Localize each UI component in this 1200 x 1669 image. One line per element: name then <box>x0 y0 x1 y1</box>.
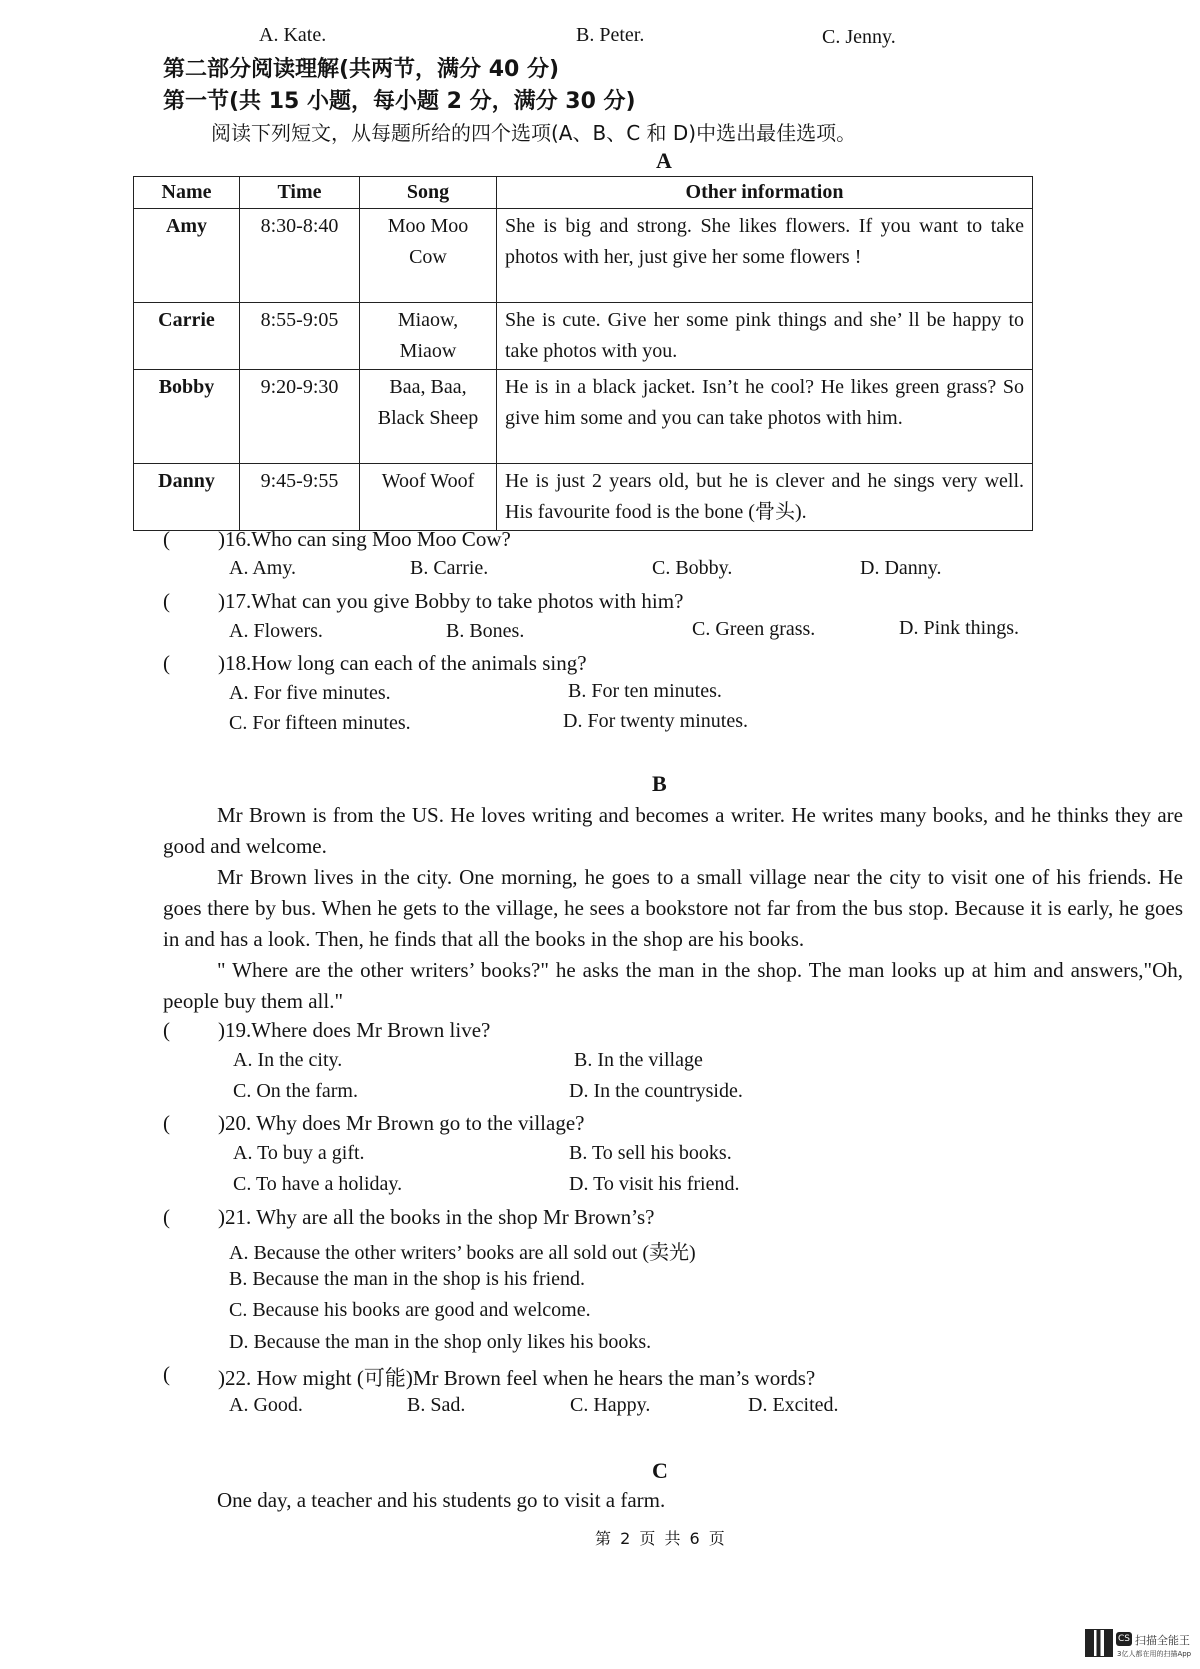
q22-option-b: B. Sad. <box>407 1394 466 1416</box>
q19-option-a: A. In the city. <box>233 1049 343 1071</box>
q18-option-a: A. For five minutes. <box>229 682 391 704</box>
q22-option-c: C. Happy. <box>570 1394 651 1416</box>
section-title: 第一节(共 15 小题，每小题 2 分，满分 30 分) <box>163 89 636 114</box>
q20-option-c: C. To have a holiday. <box>233 1173 403 1195</box>
q17-option-c: C. Green grass. <box>692 618 816 640</box>
q22-option-d: D. Excited. <box>748 1394 839 1416</box>
row-song: Woof Woof <box>360 464 497 531</box>
row-time: 8:30-8:40 <box>240 209 360 303</box>
row-song: Baa, Baa, Black Sheep <box>360 370 497 464</box>
q17-option-a: A. Flowers. <box>229 620 323 642</box>
passage-a-table <box>133 176 1033 531</box>
question-16-stem: )16.Who can sing Moo Moo Cow? <box>218 527 511 551</box>
row-time: 9:20-9:30 <box>240 370 360 464</box>
instruction: 阅读下列短文，从每题所给的四个选项(A、B、C 和 D)中选出最佳选项。 <box>211 121 857 145</box>
header-time: Time <box>240 177 360 209</box>
header-name: Name <box>134 177 240 209</box>
answer-paren: ( <box>163 651 170 675</box>
question-18-stem: )18.How long can each of the animals sing? <box>218 651 587 675</box>
q21-option-d: D. Because the man in the shop only likes his books. <box>229 1331 652 1353</box>
passage-c-letter: C <box>652 1458 668 1483</box>
passage-b-letter: B <box>652 771 667 796</box>
row-info: She is cute. Give her some pink things and she’ ll be happy to take photos with you. <box>497 303 1033 370</box>
prev-option-a: A. Kate. <box>259 24 327 46</box>
q20-option-b: B. To sell his books. <box>569 1142 732 1164</box>
row-info: He is in a black jacket. Isn’t he cool? He likes green grass? So give him some and you can take photos with him. <box>497 370 1033 464</box>
row-song: Miaow, Miaow <box>360 303 497 370</box>
answer-paren: ( <box>163 1111 170 1135</box>
question-21-stem: )21. Why are all the books in the shop Mr Brown’s? <box>218 1205 655 1229</box>
page-footer: 第 2 页 共 6 页 <box>595 1529 727 1548</box>
header-song: Song <box>360 177 497 209</box>
answer-paren: ( <box>163 1205 170 1229</box>
table-row <box>134 370 1033 464</box>
passage-b-paragraph-1 <box>163 800 1183 862</box>
q21-option-b: B. Because the man in the shop is his friend. <box>229 1268 586 1290</box>
row-time: 8:55-9:05 <box>240 303 360 370</box>
prev-option-b: B. Peter. <box>576 24 645 46</box>
q20-option-d: D. To visit his friend. <box>569 1173 740 1195</box>
q17-option-b: B. Bones. <box>446 620 525 642</box>
qr-code-icon <box>1085 1629 1113 1657</box>
q18-option-b: B. For ten minutes. <box>568 680 722 702</box>
row-info: She is big and strong. She likes flowers. If you want to take photos with her, just give her some flowers ! <box>497 209 1033 303</box>
q16-option-d: D. Danny. <box>860 557 942 579</box>
row-time: 9:45-9:55 <box>240 464 360 531</box>
passage-b-paragraph-2 <box>163 862 1183 955</box>
answer-paren: ( <box>163 527 170 551</box>
q17-option-d: D. Pink things. <box>899 617 1020 639</box>
q19-option-b: B. In the village <box>574 1049 703 1071</box>
row-name: Danny <box>134 464 240 531</box>
q16-option-a: A. Amy. <box>229 557 297 579</box>
table-row <box>134 464 1033 531</box>
header-other-info: Other information <box>497 177 1033 209</box>
answer-paren: ( <box>163 589 170 613</box>
paragraph-text: " Where are the other writers’ books?" he asks the man in the shop. The man looks up at him and answers,"Oh, people buy them all." <box>163 958 1183 1013</box>
paragraph-text: Mr Brown lives in the city. One morning, he goes to a small village near the city to visit one of his friends. He goes there by bus. When he gets to the village, he sees a bookstore not far from the bus stop. Because it is early, he goes in and has a look. Then, he finds that all the books in the shop are his books. <box>163 865 1183 951</box>
q22-option-a: A. Good. <box>229 1394 303 1416</box>
answer-paren: ( <box>163 1362 170 1386</box>
q21-option-c: C. Because his books are good and welcome. <box>229 1299 591 1321</box>
prev-option-c: C. Jenny. <box>822 26 896 48</box>
table-row <box>134 209 1033 303</box>
q20-option-a: A. To buy a gift. <box>233 1142 365 1164</box>
watermark-subtitle: 3亿人都在用的扫描App <box>1117 1650 1192 1658</box>
question-20-stem: )20. Why does Mr Brown go to the village? <box>218 1111 585 1135</box>
question-22-stem: )22. How might (可能)Mr Brown feel when he hears the man’s words? <box>218 1366 816 1390</box>
question-19-stem: )19.Where does Mr Brown live? <box>218 1018 491 1042</box>
watermark-title: 扫描全能王 <box>1135 1634 1190 1647</box>
passage-c-first-line: One day, a teacher and his students go to visit a farm. <box>217 1488 666 1512</box>
row-name: Carrie <box>134 303 240 370</box>
row-name: Bobby <box>134 370 240 464</box>
q18-option-c: C. For fifteen minutes. <box>229 712 411 734</box>
q16-option-c: C. Bobby. <box>652 557 733 579</box>
row-song: Moo Moo Cow <box>360 209 497 303</box>
paragraph-text: Mr Brown is from the US. He loves writing and becomes a writer. He writes many books, and he thinks they are good and welcome. <box>163 803 1183 858</box>
q18-option-d: D. For twenty minutes. <box>563 710 748 732</box>
passage-a-letter: A <box>656 148 672 173</box>
passage-b-paragraph-3 <box>163 955 1183 1017</box>
q21-option-a: A. Because the other writers’ books are all sold out (卖光) <box>229 1242 696 1264</box>
part-title: 第二部分阅读理解(共两节，满分 40 分) <box>163 57 560 82</box>
row-name: Amy <box>134 209 240 303</box>
answer-paren: ( <box>163 1018 170 1042</box>
table-row <box>134 303 1033 370</box>
camscanner-logo-icon: CS <box>1118 1634 1130 1644</box>
q19-option-d: D. In the countryside. <box>569 1080 743 1102</box>
q19-option-c: C. On the farm. <box>233 1080 358 1102</box>
row-info: He is just 2 years old, but he is clever and he sings very well. His favourite food is the bone (骨头). <box>497 464 1033 531</box>
question-17-stem: )17.What can you give Bobby to take photos with him? <box>218 589 684 613</box>
q16-option-b: B. Carrie. <box>410 557 489 579</box>
table-header-row <box>134 177 1033 209</box>
